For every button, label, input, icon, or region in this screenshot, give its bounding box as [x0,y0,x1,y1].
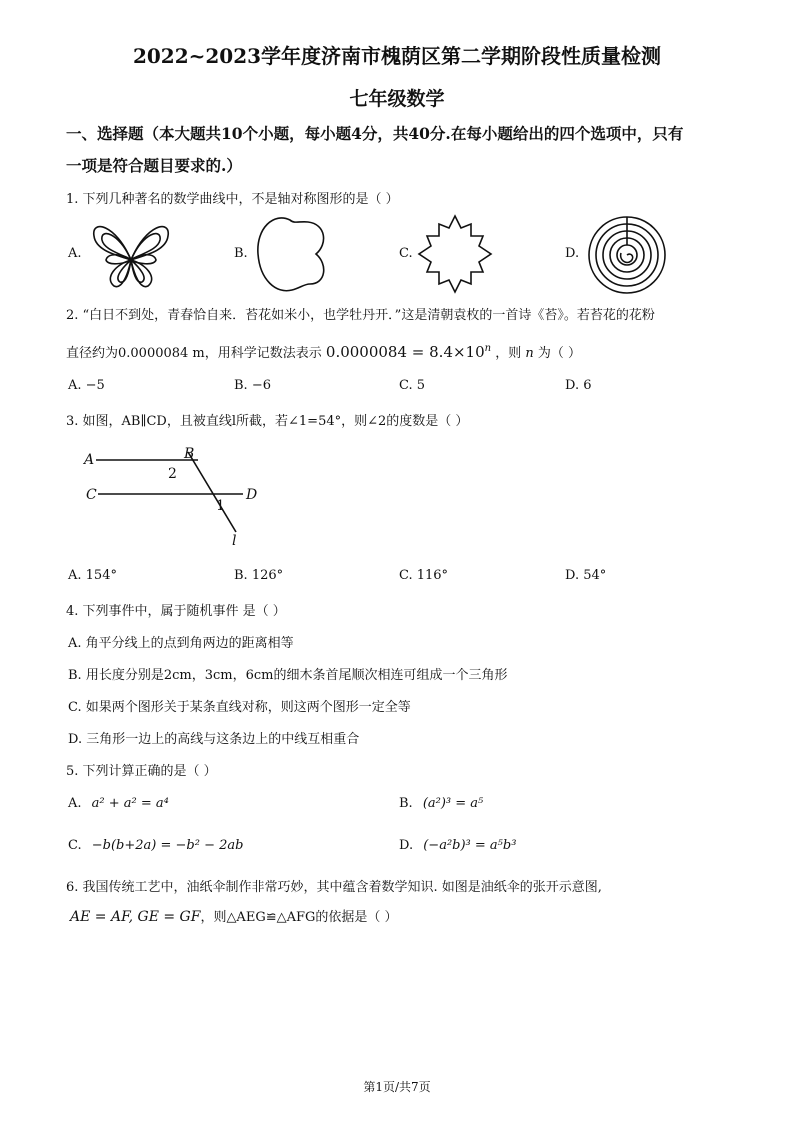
q5-option-b [399,796,483,811]
label-angle-1: 1 [216,498,225,514]
label-b: B [184,446,195,462]
exam-title: 2022~2023学年度济南市槐荫区第二学期阶段性质量检测 [132,44,662,68]
q4-option-d: D. 三角形一边上的高线与这条边上的中线互相重合 [68,732,360,747]
q4-stem: 4. 下列事件中，属于随机事件 是（ ） [66,604,286,619]
label-c: C [86,487,97,503]
cardioid-figure [252,214,332,294]
section-heading-line2: 一项是符合题目要求的.） [66,156,242,175]
q2-option-c: C. 5 [399,378,426,393]
q3-option-a: A. 154° [68,568,117,583]
label-line-l: l [232,533,237,549]
q6-stem-tail: ，则△AEG≌△AFG的依据是（ ） [200,910,398,925]
q1-option-d-label: D. [565,246,580,261]
transversal-l [188,452,236,532]
q5-option-c [68,838,243,853]
q2-equation-text: 0.0000084 = 8.4×10 [325,343,485,361]
label-d: D [246,487,258,503]
q3-option-b: B. 126° [234,568,284,583]
q1-option-b-label: B. [234,246,248,261]
q5-option-b-label: B. [399,796,413,811]
q2-equation [326,343,491,361]
q6-stem-line2 [70,906,398,925]
q3-option-c: C. 116° [399,568,449,583]
q5-option-d-expr: (−a²b)³ = a⁵b³ [423,838,517,853]
q2-option-a: A. −5 [68,378,105,393]
q2-stem-text: 直径约为0.0000084 m，用科学记数法表示 [66,346,322,361]
q5-option-c-expr: −b(b+2a) = −b² − 2ab [91,838,244,853]
label-angle-2: 2 [168,466,177,482]
q1-stem: 1. 下列几种著名的数学曲线中，不是轴对称图形的是（ ） [66,192,399,207]
q6-stem-line1: 6. 我国传统工艺中，油纸伞制作非常巧妙，其中蕴含着数学知识. 如图是油纸伞的张开示意图, [66,880,602,895]
q3-option-d: D. 54° [565,568,607,583]
q5-option-d [399,838,516,853]
koch-snowflake-figure [413,212,497,296]
section-heading-line1: 一、选择题（本大题共10个小题，每小题4分，共40分.在每小题给出的四个选项中，只有 [66,124,684,143]
q5-option-a-expr: a² + a² = a⁴ [91,796,169,811]
q3-stem: 3. 如图，AB∥CD，且被直线l所截，若∠1=54°，则∠2的度数是（ ） [66,414,469,429]
q2-stem-then: ，则 [495,346,522,361]
q2-stem-line1: 2. “白日不到处，青春恰自来．苔花如米小，也学牡丹开．”这是清朝袁枚的一首诗《苔》。若苔花的花粉 [66,308,655,323]
q5-option-b-expr: (a²)³ = a⁵ [422,796,484,811]
q4-option-a: A. 角平分线上的点到角两边的距离相等 [68,636,294,651]
exam-subtitle: 七年级数学 [349,88,445,110]
parallel-lines-figure [78,442,268,552]
page-number: 第1页/共7页 [363,1080,431,1094]
q2-stem-tail: 为（ ） [537,346,582,361]
q5-stem: 5. 下列计算正确的是（ ） [66,764,217,779]
q5-option-a-label: A. [68,796,82,811]
q4-option-c: C. 如果两个图形关于某条直线对称，则这两个图形一定全等 [68,700,411,715]
q2-option-d: D. 6 [565,378,592,393]
q2-exponent: n [484,343,492,354]
q5-option-c-label: C. [68,838,82,853]
q4-option-b: B. 用长度分别是2cm，3cm，6cm的细木条首尾顺次相连可组成一个三角形 [68,668,508,683]
q1-option-c-label: C. [399,246,413,261]
label-a: A [84,452,95,468]
q2-variable: n [525,346,534,361]
butterfly-curve-figure [86,214,176,294]
q2-stem-line2 [66,342,581,361]
q5-option-d-label: D. [399,838,414,853]
q6-condition: AE = AF, GE = GF [70,909,201,925]
spiral-figure [586,214,668,296]
q5-option-a [68,796,169,811]
q2-option-b: B. −6 [234,378,271,393]
q1-option-a-label: A. [68,246,82,261]
